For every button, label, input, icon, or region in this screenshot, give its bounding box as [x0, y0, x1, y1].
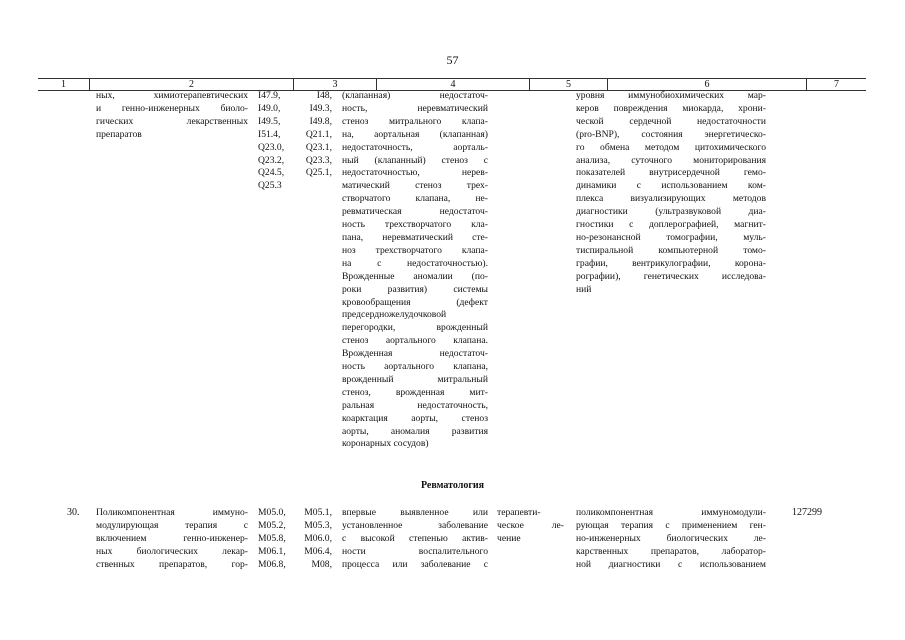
- column-number-2: 2: [189, 79, 194, 90]
- text-line: ревматическая недостаточ-: [342, 206, 488, 218]
- text-line: M05.0, M05.1,: [258, 507, 332, 518]
- text-line: Q23.0, Q23.1,: [258, 141, 332, 153]
- continuation-method-description: [576, 90, 766, 297]
- text-line: Q25.3: [258, 180, 282, 192]
- row30-icd-codes: [258, 507, 332, 572]
- text-line: карственных препаратов, лаборатор-: [576, 545, 766, 557]
- text-line: Поликомпонентная иммуно-: [96, 507, 248, 518]
- row30-amount: 127299: [792, 507, 822, 518]
- text-line: анализа, суточного мониторирования: [576, 154, 766, 166]
- column-number-4: 4: [450, 79, 456, 90]
- text-line: рографии), генетических исследова-: [576, 270, 766, 282]
- text-line: включением генно-инженер-: [96, 532, 248, 544]
- text-line: ных, химиотерапевтических: [96, 90, 248, 101]
- text-line: но-инженерных биологических ле-: [576, 532, 766, 544]
- section-title: Ревматология: [420, 480, 485, 491]
- text-line: I49.5, I49.8,: [258, 115, 332, 127]
- row30-method-description: [576, 507, 766, 572]
- continuation-patient-model: [342, 90, 488, 451]
- text-line: ности воспалительного: [342, 545, 488, 557]
- text-line: ность, неревматический: [342, 102, 488, 114]
- row30-patient-model: [342, 507, 488, 572]
- text-line: предсердножелудочковой: [342, 309, 447, 321]
- column-number-7: 7: [834, 79, 839, 90]
- text-line: но-резонансной томографии, муль-: [576, 231, 766, 243]
- text-line: и генно-инженерных биоло-: [96, 102, 248, 114]
- text-line: показателей внутрисердечной гемо-: [576, 167, 766, 179]
- row30-treatment-type: [497, 507, 564, 546]
- text-line: I49.0, I49.3,: [258, 102, 332, 114]
- text-line: стеноз, врожденная мит-: [342, 386, 488, 398]
- column-number-5: 5: [566, 79, 571, 90]
- text-line: недостаточность, аорталь-: [342, 141, 488, 153]
- text-line: гностики с доплерографией, магнит-: [576, 219, 766, 231]
- text-line: (клапанная) недостаточ-: [342, 90, 488, 101]
- text-line: установленное заболевание: [342, 519, 488, 531]
- text-line: ность аортального клапана,: [342, 361, 488, 373]
- text-line: чение: [497, 532, 521, 544]
- text-line: впервые выявленное или: [342, 507, 488, 518]
- text-line: роки развития) системы: [342, 283, 488, 295]
- text-line: ственных препаратов, гор-: [96, 558, 248, 570]
- text-line: ческой сердечной недостаточности: [576, 115, 766, 127]
- text-line: ный (клапанный) стеноз с: [342, 154, 488, 166]
- text-line: керов повреждения миокарда, хрони-: [576, 102, 766, 114]
- text-line: процесса или заболевание с: [342, 558, 488, 570]
- text-line: терапевти-: [497, 507, 541, 518]
- text-line: M05.8, M06.0,: [258, 532, 332, 544]
- text-line: врожденный митральный: [342, 373, 488, 385]
- text-line: ческое ле-: [497, 519, 564, 531]
- text-line: рующая терапия с применением ген-: [576, 519, 766, 531]
- text-line: M06.8, M08,: [258, 558, 332, 570]
- text-line: ний: [576, 283, 592, 295]
- text-line: динамики с использованием ком-: [576, 180, 766, 192]
- text-line: го обмена методом цитохимического: [576, 141, 766, 153]
- row-number: 30.: [67, 507, 80, 518]
- text-line: ноз трехстворчатого клапа-: [342, 244, 488, 256]
- text-line: ность трехстворчатого кла-: [342, 219, 488, 231]
- text-line: поликомпонентная иммуномодули-: [576, 507, 766, 518]
- text-line: уровня иммунобиохимических мар-: [576, 90, 766, 101]
- text-line: стеноз аортального клапана.: [342, 335, 488, 347]
- text-line: I51.4, Q21.1,: [258, 128, 332, 140]
- text-line: (pro-BNP), состояния энергетическо-: [576, 128, 766, 140]
- text-line: коарктация аорты, стеноз: [342, 412, 488, 424]
- text-line: Q24.5, Q25.1,: [258, 167, 332, 179]
- text-line: гических лекарственных: [96, 115, 248, 127]
- text-line: M06.1, M06.4,: [258, 545, 332, 557]
- text-line: тиспиральной компьютерной томо-: [576, 244, 766, 256]
- text-line: стеноз митрального клапа-: [342, 115, 488, 127]
- column-number-6: 6: [704, 79, 710, 90]
- text-line: на с недостаточностью).: [342, 257, 488, 269]
- text-line: ной диагностики с использованием: [576, 558, 766, 570]
- text-line: I47.9, I48,: [258, 90, 332, 101]
- row30-treatment-description: [96, 507, 248, 572]
- text-line: M05.2, M05.3,: [258, 519, 332, 531]
- text-line: недостаточностью, нерев-: [342, 167, 488, 179]
- text-line: ных биологических лекар-: [96, 545, 248, 557]
- text-line: Врожденная недостаточ-: [342, 348, 488, 360]
- text-line: Q23.2, Q23.3,: [258, 154, 332, 166]
- text-line: коронарных сосудов): [342, 438, 429, 450]
- continuation-icd-codes: [258, 90, 332, 193]
- text-line: ральная недостаточность,: [342, 399, 488, 411]
- text-line: с высокой степенью актив-: [342, 532, 488, 544]
- text-line: на, аортальная (клапанная): [342, 128, 488, 140]
- text-line: модулирующая терапия с: [96, 519, 248, 531]
- text-line: пана, неревматический сте-: [342, 231, 488, 243]
- text-line: перегородки, врожденный: [342, 322, 488, 334]
- text-line: створчатого клапана, не-: [342, 193, 488, 205]
- continuation-treatment-description: [96, 90, 248, 142]
- text-line: Врожденные аномалии (по-: [342, 270, 488, 282]
- text-line: плекса визуализирующих методов: [576, 193, 766, 205]
- text-line: препаратов: [96, 128, 142, 140]
- text-line: графии, вентрикулографии, корона-: [576, 257, 766, 269]
- text-line: кровообращения (дефект: [342, 296, 488, 308]
- text-line: матический стеноз трех-: [342, 180, 488, 192]
- page-number: 57: [446, 53, 459, 67]
- column-number-1: 1: [61, 79, 66, 90]
- text-line: диагностики (ультразвуковой диа-: [576, 206, 766, 218]
- column-number-3: 3: [332, 79, 338, 90]
- text-line: аорты, аномалия развития: [342, 425, 488, 437]
